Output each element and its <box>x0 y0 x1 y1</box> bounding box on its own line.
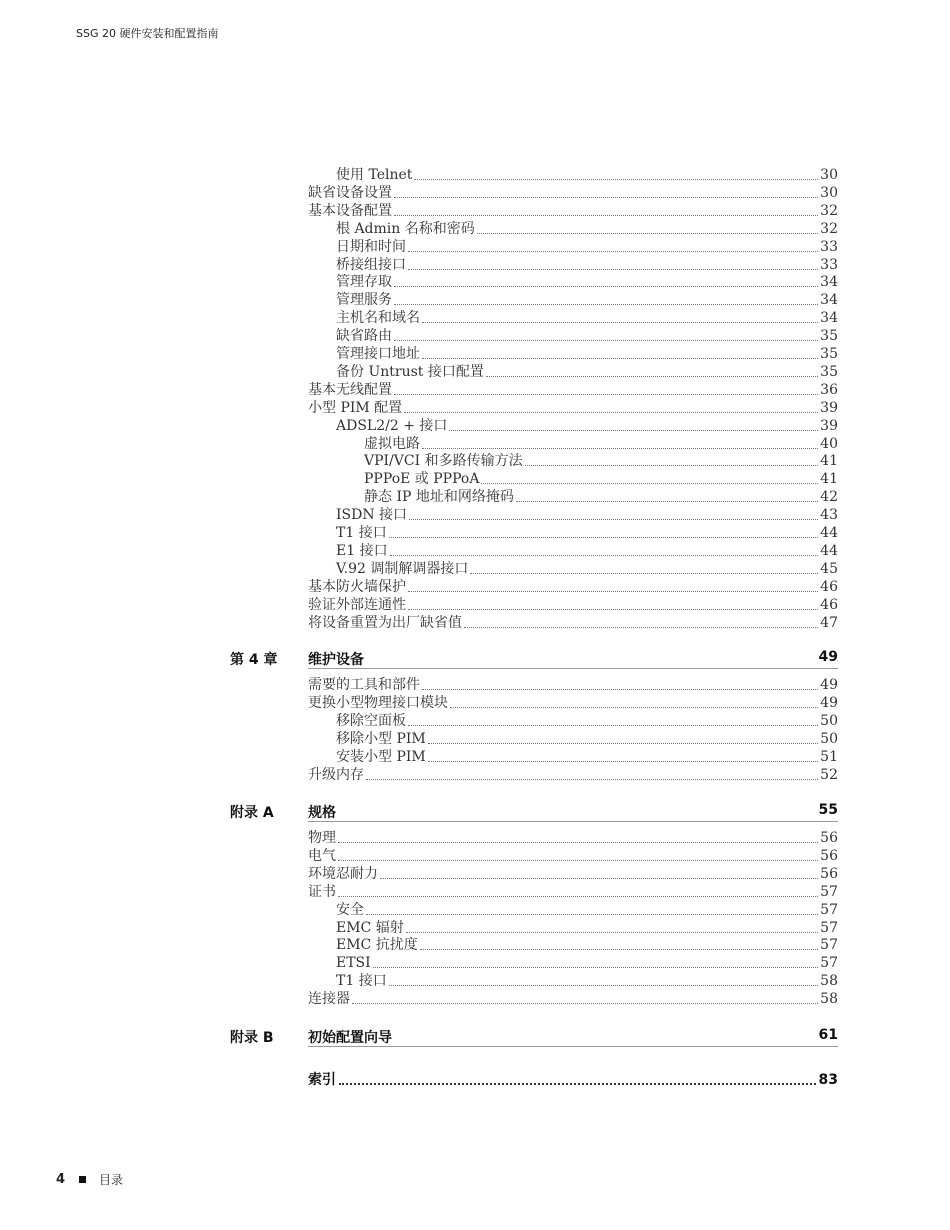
toc-entry <box>308 829 838 847</box>
toc-entry-title: 需要的工具和部件 <box>308 677 420 693</box>
index-page: 83 <box>818 1072 838 1088</box>
leader-dots <box>414 179 818 180</box>
toc-entry-page: 43 <box>820 507 838 524</box>
appendix-title: 规格 <box>308 805 336 821</box>
appendix-number: 附录 B <box>230 1030 274 1046</box>
toc-entry <box>308 847 838 865</box>
toc-entry <box>336 954 838 972</box>
leader-dots <box>525 465 819 466</box>
leader-dots <box>420 949 818 950</box>
toc-entry-page: 39 <box>820 417 838 434</box>
toc-entry <box>336 524 838 542</box>
toc-entry-title: 证书 <box>308 883 336 900</box>
toc-entry-page: 41 <box>820 471 838 488</box>
toc-entry-page: 57 <box>820 883 838 900</box>
toc-entry-page: 36 <box>820 381 838 398</box>
square-bullet-icon <box>79 1176 86 1183</box>
toc-entry-title: EMC 抗扰度 <box>336 937 418 954</box>
toc-entry <box>336 972 838 990</box>
toc-entry-page: 56 <box>820 865 838 882</box>
page-footer <box>56 1171 123 1188</box>
toc-entry-title: 静态 IP 地址和网络掩码 <box>364 489 514 506</box>
toc-entry-title: 电气 <box>308 847 336 864</box>
leader-dots <box>464 627 818 628</box>
toc-entry-title: 安装小型 PIM <box>336 748 426 765</box>
toc-entry <box>308 614 838 632</box>
toc-entry-page: 34 <box>820 310 838 327</box>
toc-entry-title: ADSL2/2 + 接口 <box>336 417 448 434</box>
footer-label: 目录 <box>99 1173 124 1187</box>
toc-entry-title: 桥接组接口 <box>336 256 406 273</box>
toc-entry-page: 35 <box>820 363 838 380</box>
heading-rule <box>308 668 838 669</box>
toc-entry <box>336 417 838 435</box>
toc-entry <box>308 766 838 784</box>
leader-dots <box>366 779 818 780</box>
leader-dots <box>352 1003 818 1004</box>
toc-entry <box>336 712 838 730</box>
leader-dots <box>470 573 818 574</box>
toc-entry-page: 34 <box>820 292 838 309</box>
leader-dots <box>373 967 818 968</box>
toc-entry-title: 物理 <box>308 830 336 846</box>
leader-dots <box>394 215 818 216</box>
toc-entry-title: 环境忍耐力 <box>308 865 378 882</box>
leader-dots <box>394 286 818 287</box>
toc-entry-title: T1 接口 <box>336 973 387 990</box>
appendix-number: 附录 A <box>230 805 274 821</box>
leader-dots <box>486 376 818 377</box>
toc-entry-page: 46 <box>820 596 838 613</box>
toc-entry-page: 32 <box>820 220 838 237</box>
toc-entry <box>308 578 838 596</box>
leader-dots <box>394 394 818 395</box>
toc-entry-title: 更换小型物理接口模块 <box>308 694 448 711</box>
toc-entry-title: 基本防火墙保护 <box>308 578 406 595</box>
toc-entry-page: 44 <box>820 525 838 541</box>
leader-dots <box>422 448 818 449</box>
toc-entry-page: 30 <box>820 167 838 183</box>
toc-entry <box>308 990 838 1008</box>
toc-entry-page: 32 <box>820 202 838 219</box>
toc-entry <box>308 399 838 417</box>
toc-entry-page: 58 <box>820 991 838 1008</box>
toc-entry-page: 30 <box>820 184 838 201</box>
toc-entry <box>336 748 838 766</box>
toc-entry-page: 49 <box>820 694 838 711</box>
toc-entry-title: 管理存取 <box>336 274 392 291</box>
heading-rule <box>308 821 838 822</box>
toc-entry <box>308 676 838 694</box>
toc-entry-page: 50 <box>820 730 838 747</box>
toc-entry-title: 移除小型 PIM <box>336 730 426 747</box>
toc-entry-title: 连接器 <box>308 991 350 1008</box>
toc-entry <box>336 919 838 937</box>
toc-entry-page: 44 <box>820 542 838 559</box>
toc-entry-title: 虚拟电路 <box>364 435 420 452</box>
toc-entry-page: 42 <box>820 489 838 506</box>
toc-entry-page: 40 <box>820 435 838 452</box>
leader-dots <box>409 519 818 520</box>
toc-entry <box>336 220 838 238</box>
chapter-number: 第 4 章 <box>230 652 278 668</box>
toc-entry <box>308 184 838 202</box>
leader-dots <box>516 501 818 502</box>
appendix-page: 55 <box>818 802 838 818</box>
leader-dots <box>449 430 818 431</box>
toc-entry <box>336 901 838 919</box>
leader-dots <box>394 304 818 305</box>
leader-dots <box>481 483 818 484</box>
toc-entry <box>364 488 838 506</box>
chapter-page: 49 <box>818 649 838 665</box>
leader-dots <box>389 537 818 538</box>
toc-entry <box>336 345 838 363</box>
toc-entry-title: 缺省设备设置 <box>308 184 392 201</box>
toc-entry <box>308 596 838 614</box>
toc-entry-page: 52 <box>820 766 838 783</box>
toc-entry <box>308 865 838 883</box>
toc-entry <box>336 256 838 274</box>
toc-entry <box>336 327 838 345</box>
toc-entry-title: 基本设备配置 <box>308 202 392 219</box>
toc-entry-page: 58 <box>820 973 838 990</box>
toc-entry <box>336 542 838 560</box>
toc-entry-page: 57 <box>820 919 838 936</box>
toc-entry <box>308 694 838 712</box>
leader-dots <box>477 233 818 234</box>
toc-entry-title: 安全 <box>336 901 364 918</box>
toc-entry-page: 35 <box>820 328 838 345</box>
index-title: 索引 <box>308 1072 336 1088</box>
toc-entry <box>336 273 838 291</box>
toc-entry-page: 50 <box>820 712 838 729</box>
footer-page-number: 4 <box>56 1172 66 1187</box>
toc-entry-page: 51 <box>820 748 838 765</box>
leader-dots <box>450 707 818 708</box>
leader-dots <box>428 761 818 762</box>
toc-entry-page: 47 <box>820 614 838 631</box>
toc-entry-page: 34 <box>820 274 838 291</box>
running-header: SSG 20 硬件安装和配置指南 <box>76 27 219 40</box>
toc-entry <box>308 381 838 399</box>
index-entry <box>308 1069 838 1089</box>
toc-entry <box>336 506 838 524</box>
toc-entry-title: 升级内存 <box>308 766 364 783</box>
leader-dots <box>408 591 818 592</box>
leader-dots <box>408 251 818 252</box>
leader-dots <box>408 269 818 270</box>
leader-dots <box>408 609 818 610</box>
toc-entry-title: 主机名和域名 <box>336 310 420 327</box>
toc-entry <box>336 936 838 954</box>
leader-dots <box>339 1083 816 1085</box>
leader-dots <box>390 555 819 556</box>
toc-entry-page: 39 <box>820 399 838 416</box>
toc-entry-title: 根 Admin 名称和密码 <box>336 220 475 237</box>
toc-entry-page: 57 <box>820 955 838 972</box>
toc-entry <box>364 435 838 453</box>
leader-dots <box>394 340 818 341</box>
leader-dots <box>338 896 818 897</box>
toc-entry-title: 移除空面板 <box>336 712 406 729</box>
toc-entry <box>336 309 838 327</box>
leader-dots <box>404 412 818 413</box>
leader-dots <box>338 860 818 861</box>
toc-entry-title: 基本无线配置 <box>308 381 392 398</box>
toc-entry <box>336 363 838 381</box>
toc-entry-page: 35 <box>820 346 838 362</box>
leader-dots <box>380 878 818 879</box>
heading-rule <box>308 1046 838 1047</box>
appendix-title: 初始配置向导 <box>308 1030 392 1046</box>
leader-dots <box>406 932 818 933</box>
chapter-title: 维护设备 <box>308 652 364 668</box>
toc-entry-page: 46 <box>820 578 838 595</box>
toc-entry <box>336 238 838 256</box>
toc-entry-title: 将设备重置为出厂缺省值 <box>308 614 462 631</box>
toc-entry-page: 33 <box>820 238 838 255</box>
toc-entry-title: VPI/VCI 和多路传输方法 <box>364 453 523 470</box>
toc-entry-page: 56 <box>820 830 838 846</box>
toc-entry <box>308 202 838 220</box>
appendix-page: 61 <box>818 1027 838 1043</box>
toc-entry-title: 小型 PIM 配置 <box>308 399 403 416</box>
leader-dots <box>422 322 818 323</box>
toc-entry-page: 57 <box>820 901 838 918</box>
toc-entry-title: PPPoE 或 PPPoA <box>364 471 480 488</box>
leader-dots <box>394 197 818 198</box>
toc-entry-title: EMC 辐射 <box>336 919 404 936</box>
toc-entry-page: 49 <box>820 677 838 693</box>
toc-entry <box>336 291 838 309</box>
toc-entry-title: ETSI <box>336 955 371 972</box>
toc-entry <box>364 452 838 470</box>
leader-dots <box>366 914 818 915</box>
leader-dots <box>408 725 818 726</box>
leader-dots <box>338 842 818 843</box>
toc-entry <box>336 166 838 184</box>
leader-dots <box>428 743 818 744</box>
toc-entry-title: 缺省路由 <box>336 328 392 345</box>
toc-entry <box>308 883 838 901</box>
toc-entry-title: 日期和时间 <box>336 238 406 255</box>
toc-entry-page: 57 <box>820 937 838 954</box>
toc-entry-title: E1 接口 <box>336 542 388 559</box>
leader-dots <box>422 689 818 690</box>
toc-entry <box>336 730 838 748</box>
toc-entry-title: ISDN 接口 <box>336 507 408 524</box>
leader-dots <box>389 985 818 986</box>
leader-dots <box>422 358 818 359</box>
toc-entry-title: T1 接口 <box>336 525 387 541</box>
toc-entry-page: 45 <box>820 560 838 577</box>
toc-entry-page: 41 <box>820 453 838 470</box>
toc-entry-title: 使用 Telnet <box>336 167 413 183</box>
toc-entry-page: 56 <box>820 847 838 864</box>
toc-entry <box>364 470 838 488</box>
toc-entry-title: 备份 Untrust 接口配置 <box>336 363 484 380</box>
toc-entry-title: 验证外部连通性 <box>308 596 406 613</box>
toc-entry-title: V.92 调制解调器接口 <box>336 560 469 577</box>
toc-entry-title: 管理接口地址 <box>336 346 420 362</box>
toc-entry-page: 33 <box>820 256 838 273</box>
toc-entry <box>336 560 838 578</box>
toc-entry-title: 管理服务 <box>336 292 392 309</box>
